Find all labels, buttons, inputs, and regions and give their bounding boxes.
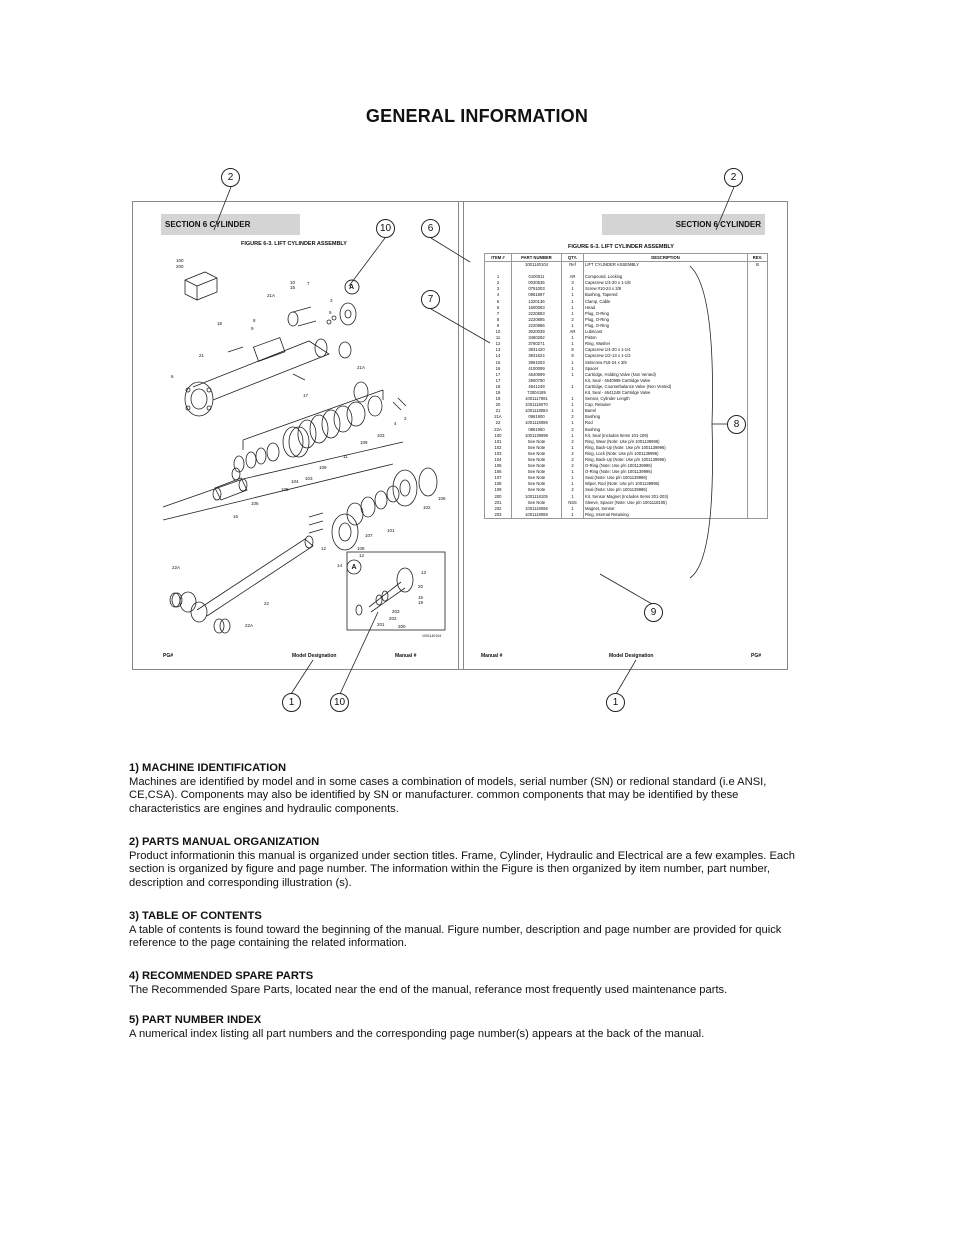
table-cell bbox=[748, 512, 768, 519]
table-cell: 3931420 bbox=[512, 347, 562, 353]
table-body bbox=[485, 262, 768, 519]
table-cell: Spacer bbox=[584, 366, 748, 372]
table-cell: 1 bbox=[562, 323, 584, 329]
table-cell: 2 bbox=[485, 280, 512, 286]
svg-text:105: 105 bbox=[281, 487, 289, 492]
table-cell: Bushing bbox=[584, 427, 748, 433]
table-cell: 3961003 bbox=[512, 360, 562, 366]
table-cell: 1 bbox=[562, 341, 584, 347]
table-cell: Sensor, Cylinder Length bbox=[584, 396, 748, 402]
table-cell: AR bbox=[562, 274, 584, 280]
svg-text:9: 9 bbox=[251, 326, 254, 331]
table-cell: 1 bbox=[562, 286, 584, 292]
table-cell: 1 bbox=[562, 475, 584, 481]
table-cell: 17 bbox=[485, 378, 512, 384]
section-heading: 1) MACHINE IDENTIFICATION bbox=[129, 762, 287, 774]
table-cell: 1 bbox=[562, 494, 584, 500]
table-cell: 2 bbox=[562, 427, 584, 433]
table-cell: 1 bbox=[562, 481, 584, 487]
table-cell: Barrel bbox=[584, 408, 748, 414]
table-cell: 1320136 bbox=[512, 299, 562, 305]
svg-text:14: 14 bbox=[337, 563, 343, 568]
svg-text:200: 200 bbox=[398, 624, 406, 629]
table-cell: 1 bbox=[562, 292, 584, 298]
table-cell: 3 bbox=[562, 280, 584, 286]
table-cell: Plug, O-Ring bbox=[584, 317, 748, 323]
table-cell: See Note bbox=[512, 469, 562, 475]
column-header: PART NUMBER bbox=[512, 254, 562, 262]
table-cell: 14 bbox=[485, 353, 512, 359]
section-heading: 4) RECOMMENDED SPARE PARTS bbox=[129, 970, 314, 982]
section-text: A numerical index listing all part numbers and the corresponding page number(s) appears at the back of the manual. bbox=[129, 1027, 705, 1040]
table-cell: 13 bbox=[485, 347, 512, 353]
callout-6: 6 bbox=[421, 219, 440, 238]
table-cell: 19 bbox=[485, 396, 512, 402]
table-cell: 106 bbox=[485, 469, 512, 475]
section-heading: 5) PART NUMBER INDEX bbox=[129, 1014, 262, 1026]
exploded-cylinder-diagram bbox=[133, 202, 459, 652]
table-cell: 12 bbox=[485, 341, 512, 347]
table-cell: See Note bbox=[512, 463, 562, 469]
column-header: DESCRIPTION bbox=[584, 254, 748, 262]
left-footer-page: PG# bbox=[163, 653, 174, 659]
svg-text:11: 11 bbox=[343, 454, 348, 459]
section-heading: 3) TABLE OF CONTENTS bbox=[129, 910, 262, 922]
callout-2-right: 2 bbox=[724, 168, 743, 187]
table-cell: Ring, Lock (Note: Use p/n 1001139996) bbox=[584, 451, 748, 457]
svg-text:17: 17 bbox=[303, 393, 309, 398]
table-row bbox=[485, 512, 768, 519]
column-header: REV. bbox=[748, 254, 768, 262]
svg-text:101: 101 bbox=[387, 528, 395, 533]
svg-text:A: A bbox=[349, 284, 355, 291]
table-cell: LIFT CYLINDER ASSEMBLY bbox=[584, 262, 748, 269]
table-cell: Kit, Seal (Includes Items 101-109) bbox=[584, 433, 748, 439]
svg-text:12: 12 bbox=[359, 553, 365, 558]
table-cell: 2900790 bbox=[512, 378, 562, 384]
table-cell: Rod bbox=[584, 420, 748, 426]
table-cell: 3020039 bbox=[512, 329, 562, 335]
table-cell: See Note bbox=[512, 439, 562, 445]
table-cell: NSS bbox=[562, 500, 584, 506]
table-cell: 18 bbox=[485, 390, 512, 396]
table-cell: 1 bbox=[562, 396, 584, 402]
table-cell: 0791003 bbox=[512, 286, 562, 292]
svg-text:108: 108 bbox=[357, 546, 365, 551]
section-heading: 2) PARTS MANUAL ORGANIZATION bbox=[129, 836, 320, 848]
right-figure-title: FIGURE 6-3. LIFT CYLINDER ASSEMBLY bbox=[568, 244, 674, 250]
table-cell: 10 bbox=[485, 329, 512, 335]
table-cell: Lubricant bbox=[584, 329, 748, 335]
table-cell: Compound, Locking bbox=[584, 274, 748, 280]
table-cell: 1 bbox=[562, 506, 584, 512]
table-cell: 109 bbox=[485, 487, 512, 493]
table-cell: O-Ring (Note: Use p/n 1001139996) bbox=[584, 463, 748, 469]
svg-text:8: 8 bbox=[253, 318, 256, 323]
table-cell: 2220886 bbox=[512, 323, 562, 329]
table-cell: 1600063 bbox=[512, 305, 562, 311]
section-recommended-spare-parts bbox=[129, 970, 799, 997]
parts-list-table bbox=[484, 253, 768, 519]
table-cell: 6 bbox=[485, 305, 512, 311]
table-cell: Bushing bbox=[584, 414, 748, 420]
svg-text:2: 2 bbox=[404, 416, 407, 421]
table-cell: Plug, O-Ring bbox=[584, 311, 748, 317]
left-page bbox=[133, 202, 459, 669]
table-cell: 11 bbox=[485, 335, 512, 341]
table-cell: Cartridge, Counterbalance Valve (Non Vented) bbox=[584, 384, 748, 390]
table-cell: 103 bbox=[485, 451, 512, 457]
table-cell: Piston bbox=[584, 335, 748, 341]
table-cell: 202 bbox=[485, 506, 512, 512]
right-footer-model: Model Designation bbox=[609, 653, 654, 659]
table-cell: Setscrew #10-24 x 3/8 bbox=[584, 360, 748, 366]
table-cell: 73004189 bbox=[512, 390, 562, 396]
callout-9: 9 bbox=[644, 603, 663, 622]
table-cell: O-Ring (Note: Use p/n 1001139996) bbox=[584, 469, 748, 475]
table-cell: Seal (Note: Use p/n 1001139996) bbox=[584, 475, 748, 481]
column-header: ITEM # bbox=[485, 254, 512, 262]
table-cell: Ring, Washer bbox=[584, 341, 748, 347]
table-cell: Screw #10-24 x 3/8 bbox=[584, 286, 748, 292]
section-machine-identification bbox=[129, 762, 799, 816]
table-cell: Kit, Seal - 4641248 Cartridge Valve bbox=[584, 390, 748, 396]
table-cell: 2 bbox=[562, 457, 584, 463]
svg-text:21A: 21A bbox=[357, 365, 366, 370]
section-text: A table of contents is found toward the beginning of the manual. Figure number, description and page number are provided for quick reference to the page containing the related information. bbox=[129, 923, 782, 950]
table-cell: 1 bbox=[562, 305, 584, 311]
left-footer-manual: Manual # bbox=[395, 653, 417, 659]
svg-text:13: 13 bbox=[421, 570, 427, 575]
svg-text:19: 19 bbox=[418, 600, 424, 605]
svg-text:109: 109 bbox=[319, 465, 327, 470]
svg-text:202: 202 bbox=[389, 616, 397, 621]
table-cell: Capscrew 1/4-20 x 1-1/8 bbox=[584, 280, 748, 286]
table-cell: Ring, Internal Retaining bbox=[584, 512, 748, 519]
table-cell: Seal (Note: Use p/n 1001139996) bbox=[584, 487, 748, 493]
table-cell: 7 bbox=[485, 311, 512, 317]
table-cell: See Note bbox=[512, 457, 562, 463]
table-cell: 3 bbox=[485, 286, 512, 292]
svg-text:6: 6 bbox=[171, 374, 174, 379]
svg-text:100: 100 bbox=[176, 258, 184, 263]
table-cell: Magnet, Sensor bbox=[584, 506, 748, 512]
table-cell: Plug, O-Ring bbox=[584, 323, 748, 329]
callout-10-bottom: 10 bbox=[330, 693, 349, 712]
table-cell: 1 bbox=[562, 402, 584, 408]
table-cell: 1 bbox=[562, 408, 584, 414]
table-cell: 3931624 bbox=[512, 353, 562, 359]
table-cell: Head bbox=[584, 305, 748, 311]
table-cell: 4641248 bbox=[512, 384, 562, 390]
left-figure-title: FIGURE 6-3. LIFT CYLINDER ASSEMBLY bbox=[241, 241, 347, 247]
table-cell: 16 bbox=[485, 366, 512, 372]
table-cell: 1001140104 bbox=[512, 262, 562, 269]
table-cell: Bushing, Tapered bbox=[584, 292, 748, 298]
table-cell: 200 bbox=[485, 494, 512, 500]
svg-text:200: 200 bbox=[176, 264, 184, 269]
svg-text:21: 21 bbox=[199, 353, 205, 358]
table-cell: See Note bbox=[512, 487, 562, 493]
table-cell: 21 bbox=[485, 408, 512, 414]
table-cell: 4 bbox=[485, 292, 512, 298]
table-cell: 8 bbox=[562, 347, 584, 353]
table-cell: 8 bbox=[485, 317, 512, 323]
table-cell: 15 bbox=[485, 360, 512, 366]
svg-text:107: 107 bbox=[365, 533, 373, 538]
callout-7: 7 bbox=[421, 290, 440, 309]
table-cell: See Note bbox=[512, 500, 562, 506]
table-cell: Kit, Sensor Magnet (Includes Items 201-203) bbox=[584, 494, 748, 500]
table-cell: Ring, Wear (Note: Use p/n 1001139996) bbox=[584, 439, 748, 445]
section-text: Machines are identified by model and in some cases a combination of models, serial number (SN) or redional standard (i.e ANSI, CE,CSA). Components may also be identified by SN or manufacturer. common components that may be identified by these characteristics are engines and hydraulic components. bbox=[129, 775, 767, 815]
table-cell: AR bbox=[562, 329, 584, 335]
table-cell: Capscrew 1/4-20 x 1-1/4 bbox=[584, 347, 748, 353]
section-table-of-contents bbox=[129, 910, 799, 951]
right-footer-manual: Manual # bbox=[481, 653, 503, 659]
table-cell: See Note bbox=[512, 445, 562, 451]
table-row bbox=[485, 262, 768, 269]
svg-text:22A: 22A bbox=[245, 623, 254, 628]
table-cell: 100 bbox=[485, 433, 512, 439]
callout-1-right: 1 bbox=[606, 693, 625, 712]
svg-text:106: 106 bbox=[251, 501, 259, 506]
svg-text:22A: 22A bbox=[172, 565, 181, 570]
table-cell: 105 bbox=[485, 463, 512, 469]
table-cell: 3760271 bbox=[512, 341, 562, 347]
right-footer-page: PG# bbox=[751, 653, 762, 659]
svg-text:15: 15 bbox=[290, 285, 296, 290]
table-cell: 18 bbox=[485, 384, 512, 390]
table-cell: 2 bbox=[562, 487, 584, 493]
table-cell: 1001118066 bbox=[512, 506, 562, 512]
table-cell: 22 bbox=[485, 420, 512, 426]
table-cell: 4640999 bbox=[512, 372, 562, 378]
table-cell: 1001118070 bbox=[512, 402, 562, 408]
right-section-header: SECTION 6 CYLINDER bbox=[602, 214, 765, 235]
svg-text:10: 10 bbox=[290, 280, 296, 285]
table-cell: 1 bbox=[562, 311, 584, 317]
drawing-number: 1001140104 bbox=[422, 634, 442, 638]
section-text: Product informationin this manual is organized under section titles. Frame, Cylinder, Hydraulic and Electrical are a few examples. Each section is organized by figure and page number. The information within the Figure is then organized by item number, part number, description and corresponding illustration (s). bbox=[129, 849, 795, 889]
svg-text:203: 203 bbox=[392, 609, 400, 614]
table-cell: 1 bbox=[562, 335, 584, 341]
table-cell bbox=[485, 262, 512, 269]
callout-10-top: 10 bbox=[376, 219, 395, 238]
section-parts-manual-organization bbox=[129, 836, 799, 890]
table-cell: 203 bbox=[485, 512, 512, 519]
table-cell: Ref bbox=[562, 262, 584, 269]
table-cell: 104 bbox=[485, 457, 512, 463]
svg-text:12: 12 bbox=[321, 546, 327, 551]
table-cell: 201 bbox=[485, 500, 512, 506]
svg-text:18: 18 bbox=[217, 321, 223, 326]
table-cell: 1001117991 bbox=[512, 396, 562, 402]
callout-2-left: 2 bbox=[221, 168, 240, 187]
table-cell: Ring, Back-Up (Note: Use p/n 1001139996) bbox=[584, 445, 748, 451]
table-cell: 1 bbox=[562, 512, 584, 519]
table-cell: 1001118105 bbox=[512, 494, 562, 500]
table-cell: 108 bbox=[485, 481, 512, 487]
table-cell: 21A bbox=[485, 414, 512, 420]
table-cell: 1 bbox=[562, 299, 584, 305]
svg-text:16: 16 bbox=[418, 595, 424, 600]
table-cell: Kit, Seal - 4640999 Cartridge Valve bbox=[584, 378, 748, 384]
table-cell: 0100011 bbox=[512, 274, 562, 280]
table-cell: 17 bbox=[485, 372, 512, 378]
table-cell: 1 bbox=[562, 469, 584, 475]
table-cell: See Note bbox=[512, 481, 562, 487]
table-cell: 5 bbox=[485, 299, 512, 305]
table-cell: 3460282 bbox=[512, 335, 562, 341]
svg-text:21A: 21A bbox=[267, 293, 276, 298]
svg-text:22: 22 bbox=[264, 601, 270, 606]
table-cell: 1 bbox=[562, 445, 584, 451]
svg-text:109: 109 bbox=[360, 440, 368, 445]
table-cell: 1 bbox=[485, 274, 512, 280]
table-cell: 2 bbox=[562, 414, 584, 420]
right-page bbox=[463, 202, 787, 669]
table-cell: 1 bbox=[562, 384, 584, 390]
table-cell: Cap, Retainer bbox=[584, 402, 748, 408]
table-cell: 1 bbox=[562, 420, 584, 426]
svg-text:A: A bbox=[351, 564, 357, 571]
table-cell: Ring, Back-Up (Note: Use p/n 1001139996) bbox=[584, 457, 748, 463]
left-section-header: SECTION 6 CYLINDER bbox=[161, 214, 300, 235]
svg-text:103: 103 bbox=[377, 433, 385, 438]
column-header: QTY. bbox=[562, 254, 584, 262]
table-cell: 1001118086 bbox=[512, 420, 562, 426]
table-cell: 1 bbox=[562, 372, 584, 378]
table-cell: 22A bbox=[485, 427, 512, 433]
table-cell: Clamp, Cable bbox=[584, 299, 748, 305]
table-cell: 1 bbox=[562, 433, 584, 439]
table-cell: 2 bbox=[562, 451, 584, 457]
table-cell: 1 bbox=[562, 366, 584, 372]
left-footer-model: Model Designation bbox=[292, 653, 337, 659]
table-cell: 2 bbox=[562, 439, 584, 445]
svg-text:104: 104 bbox=[291, 479, 299, 484]
svg-text:3: 3 bbox=[330, 298, 333, 303]
table-cell: 1001118068 bbox=[512, 512, 562, 519]
table-cell: 1001118084 bbox=[512, 408, 562, 414]
table-cell: 101 bbox=[485, 439, 512, 445]
table-cell: 0961950 bbox=[512, 427, 562, 433]
table-cell: 2 bbox=[562, 317, 584, 323]
page-title: GENERAL INFORMATION bbox=[365, 106, 589, 126]
svg-text:20: 20 bbox=[418, 584, 424, 589]
table-cell: 0030535 bbox=[512, 280, 562, 286]
callout-1-left: 1 bbox=[282, 693, 301, 712]
table-cell: 107 bbox=[485, 475, 512, 481]
svg-text:16: 16 bbox=[233, 514, 239, 519]
table-cell: 102 bbox=[485, 445, 512, 451]
table-cell: See Note bbox=[512, 451, 562, 457]
svg-text:103: 103 bbox=[305, 476, 313, 481]
table-cell: 9 bbox=[485, 323, 512, 329]
table-cell: 8 bbox=[562, 353, 584, 359]
table-cell: 2220885 bbox=[512, 317, 562, 323]
table-cell: 1 bbox=[562, 360, 584, 366]
parts-manual-sample-spread bbox=[132, 201, 788, 670]
table-cell: Wiper, Rod (Note: Use p/n 1001139996) bbox=[584, 481, 748, 487]
svg-text:201: 201 bbox=[377, 622, 385, 627]
callout-8: 8 bbox=[727, 415, 746, 434]
table-cell: 2 bbox=[562, 463, 584, 469]
table-cell: 1001139996 bbox=[512, 433, 562, 439]
table-cell: See Note bbox=[512, 475, 562, 481]
svg-text:4: 4 bbox=[394, 421, 397, 426]
table-cell: Capscrew 1/2-13 x 1-1/2 bbox=[584, 353, 748, 359]
section-part-number-index bbox=[129, 1014, 799, 1041]
section-text: The Recommended Spare Parts, located near the end of the manual, referance most frequently used maintenance parts. bbox=[129, 983, 728, 996]
table-cell: Sleeve, Spacer (Note: Use p/n 1001118105) bbox=[584, 500, 748, 506]
svg-text:106: 106 bbox=[438, 496, 446, 501]
table-cell: 4100099 bbox=[512, 366, 562, 372]
table-cell: 0961897 bbox=[512, 292, 562, 298]
table-header-row bbox=[485, 254, 768, 262]
table-cell: Cartridge, Holding Valve (Non Vented) bbox=[584, 372, 748, 378]
svg-text:7: 7 bbox=[307, 281, 310, 286]
table-cell: B bbox=[748, 262, 768, 269]
svg-text:5: 5 bbox=[329, 310, 332, 315]
table-cell: 0961900 bbox=[512, 414, 562, 420]
svg-text:102: 102 bbox=[423, 505, 431, 510]
table-cell: 2220883 bbox=[512, 311, 562, 317]
table-cell: 20 bbox=[485, 402, 512, 408]
